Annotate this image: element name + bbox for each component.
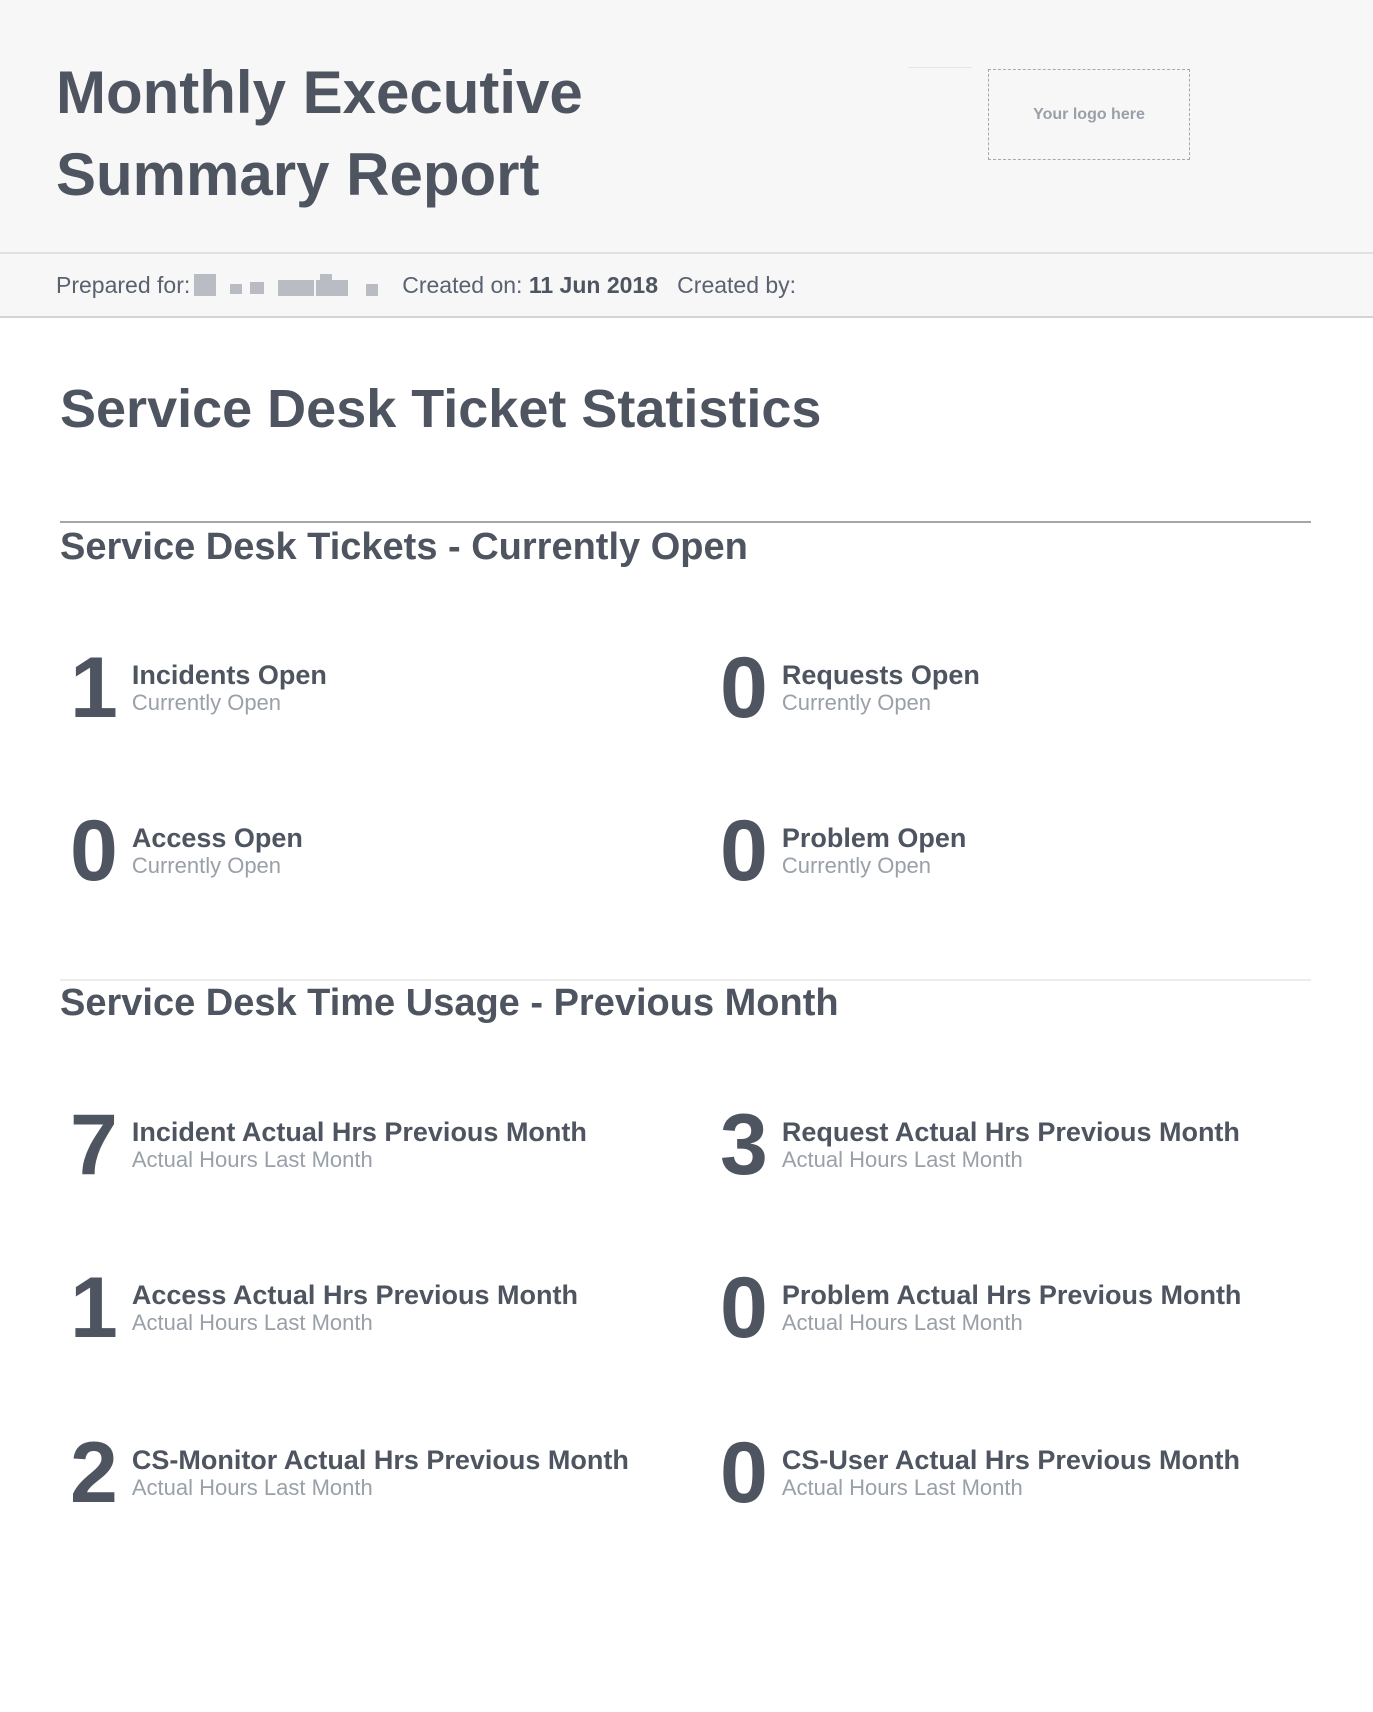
stat-sublabel: Actual Hours Last Month: [131, 1310, 373, 1335]
stat-label: CS-Monitor Actual Hrs Previous Month: [131, 1445, 629, 1475]
stat-label: CS-User Actual Hrs Previous Month: [781, 1445, 1240, 1475]
time-usage-title: Service Desk Time Usage - Previous Month: [60, 982, 839, 1024]
stat-cs-user-hours: [720, 1425, 1240, 1521]
report-title-line2: Summary Report: [56, 141, 540, 208]
stat-label: Request Actual Hrs Previous Month: [781, 1117, 1240, 1147]
stat-label: Problem Actual Hrs Previous Month: [781, 1280, 1242, 1310]
stat-label: Access Actual Hrs Previous Month: [131, 1280, 578, 1310]
stat-request-hours: [720, 1097, 1240, 1193]
stat-value: 3: [720, 1097, 768, 1193]
report-title: [56, 52, 756, 216]
stat-label: Problem Open: [781, 823, 967, 853]
stat-problem-hours: [720, 1260, 1242, 1356]
stat-sublabel: Actual Hours Last Month: [131, 1147, 373, 1172]
stat-problem-open: [720, 803, 967, 899]
stat-incident-hours: [70, 1097, 587, 1193]
stat-label: Access Open: [131, 823, 303, 853]
open-tickets-title: Service Desk Tickets - Currently Open: [60, 526, 748, 568]
stat-value: 0: [720, 640, 768, 736]
logo-placeholder-text: Your logo here: [1033, 105, 1145, 123]
stat-sublabel: Currently Open: [131, 853, 282, 878]
stat-sublabel: Currently Open: [781, 690, 932, 715]
stat-label: Requests Open: [781, 660, 980, 690]
logo-placeholder: [988, 69, 1190, 160]
prepared-for-label: Prepared for:: [56, 271, 191, 298]
section-divider: [60, 521, 1311, 523]
stat-access-open: [70, 803, 303, 899]
stat-value: 2: [70, 1425, 118, 1521]
redacted-client-name: [194, 272, 384, 298]
section-title: Service Desk Ticket Statistics: [60, 379, 822, 439]
stat-label: Incidents Open: [131, 660, 327, 690]
stat-value: 0: [70, 803, 118, 899]
stat-incidents-open: [70, 640, 327, 736]
stat-value: 7: [70, 1097, 118, 1193]
created-on-label: Created on:: [402, 271, 523, 298]
stat-value: 0: [720, 1425, 768, 1521]
stat-sublabel: Actual Hours Last Month: [131, 1475, 373, 1500]
stat-value: 0: [720, 803, 768, 899]
stat-label: Incident Actual Hrs Previous Month: [131, 1117, 587, 1147]
subsection-divider: [60, 979, 1311, 981]
created-by-label: Created by:: [677, 271, 797, 298]
stat-sublabel: Actual Hours Last Month: [781, 1147, 1023, 1172]
stat-value: 1: [70, 640, 118, 736]
stat-sublabel: Actual Hours Last Month: [781, 1475, 1023, 1500]
stat-cs-monitor-hours: [70, 1425, 629, 1521]
created-on-value: 11 Jun 2018: [528, 271, 658, 298]
logo-divider: [908, 67, 972, 68]
report-meta-bar: [0, 254, 1373, 318]
stat-requests-open: [720, 640, 980, 736]
report-header: [0, 0, 1373, 254]
stat-value: 1: [70, 1260, 118, 1356]
stat-access-hours: [70, 1260, 578, 1356]
stat-value: 0: [720, 1260, 768, 1356]
stat-sublabel: Actual Hours Last Month: [781, 1310, 1023, 1335]
report-title-line1: Monthly Executive: [56, 59, 583, 126]
stat-sublabel: Currently Open: [781, 853, 932, 878]
stat-sublabel: Currently Open: [131, 690, 282, 715]
